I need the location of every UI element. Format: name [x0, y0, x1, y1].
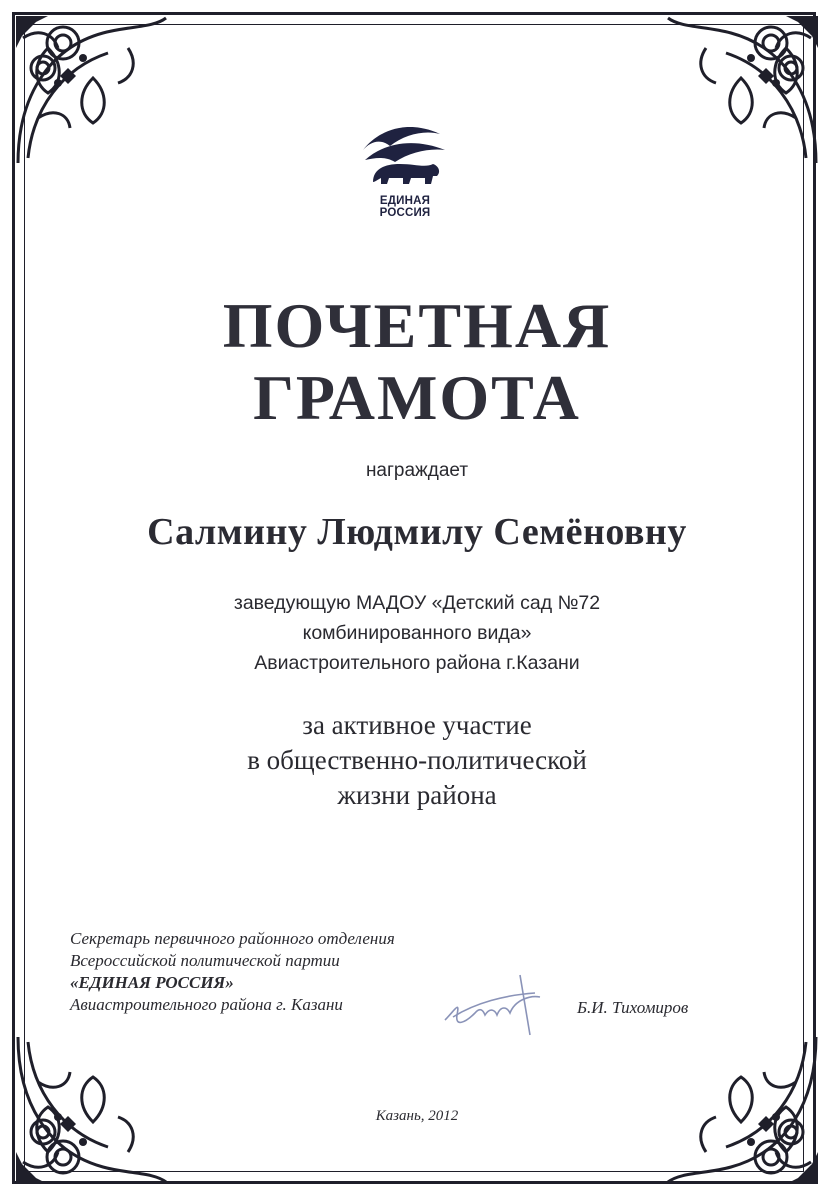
awards-label: награждает	[365, 460, 469, 481]
ornament-corner-top-left	[8, 8, 173, 173]
reason-line1: за активное участие	[302, 710, 532, 740]
position-line3: Авиастроительного района г.Казани	[254, 652, 580, 674]
logo-text-line1: ЕДИНАЯ	[379, 195, 431, 207]
logo-text-line2: РОССИЯ	[379, 207, 431, 219]
recipient-position	[0, 588, 834, 678]
signatory-party: «ЕДИНАЯ РОССИЯ»	[70, 973, 234, 992]
signatory-line4: Авиастроительного района г. Казани	[70, 995, 343, 1014]
ornament-corner-top-right	[661, 8, 826, 173]
recipient-name: Салмину Людмилу Семёновну	[147, 511, 687, 553]
award-reason	[0, 708, 834, 813]
place-and-year: Казань, 2012	[375, 1108, 459, 1124]
reason-line3: жизни района	[337, 780, 497, 810]
title-line2: ГРАМОТА	[253, 362, 581, 433]
title-line1: ПОЧЕТНАЯ	[222, 290, 612, 361]
position-line1: заведующую МАДОУ «Детский сад №72	[233, 592, 601, 614]
signer-name: Б.И. Тихомиров	[577, 998, 689, 1017]
signatory-line2: Всероссийской политической партии	[70, 951, 340, 970]
certificate-title	[0, 290, 834, 434]
signatory-title	[70, 928, 395, 1016]
reason-line2: в общественно-политической	[247, 745, 587, 775]
signatory-line1: Секретарь первичного районного отделения	[70, 929, 395, 948]
position-line2: комбинированного вида»	[302, 622, 532, 644]
party-logo	[355, 120, 455, 230]
bear-flag-icon	[355, 120, 455, 190]
handwritten-signature	[435, 955, 555, 1045]
